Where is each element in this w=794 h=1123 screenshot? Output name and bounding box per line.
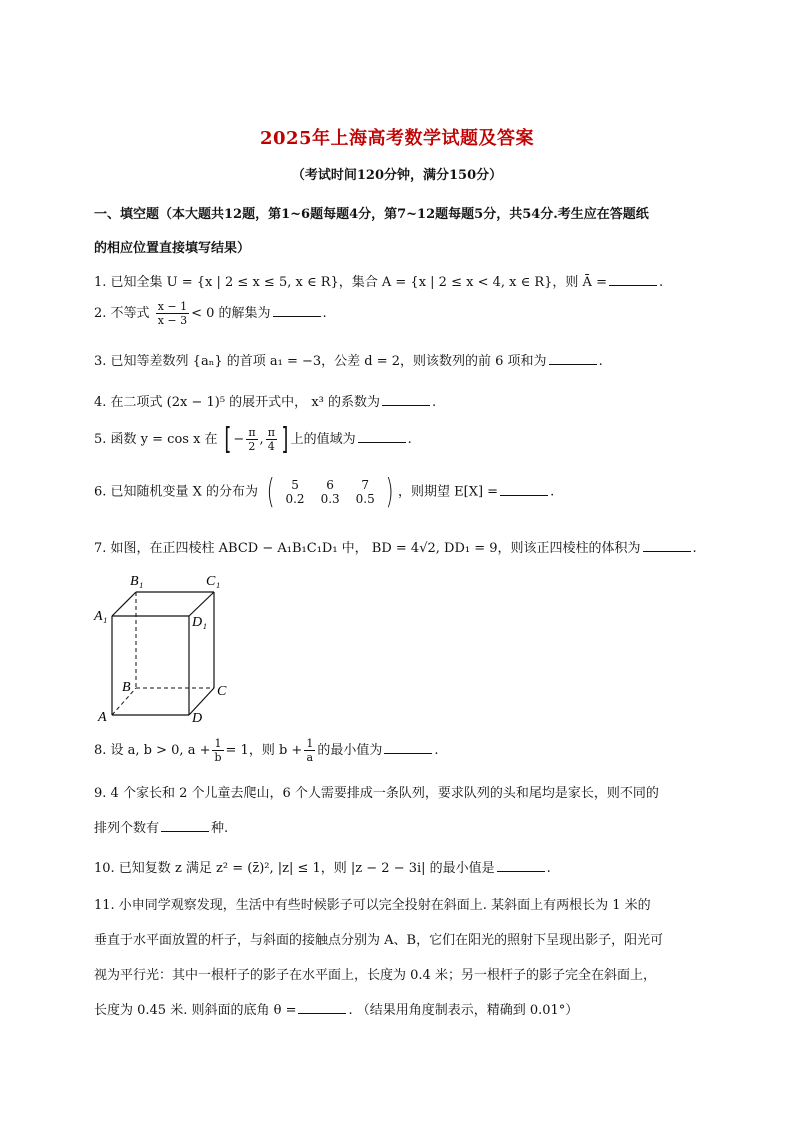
- question-9: [94, 782, 706, 801]
- question-3: 3. 已知等差数列 {aₙ} 的首项 a₁ = −3，公差 d = 2，则该数列的前 6 项和为 .: [94, 354, 603, 369]
- question-11-line2: 垂直于水平面放置的杆子，与斜面的接触点分别为 A、B，它们在阳光的照射下呈现出影子，阳光可: [94, 933, 664, 948]
- question-7: 7. 如图，在正四棱柱 ABCD − A₁B₁C₁D₁ 中， BD = 4√2, DD₁ = 9，则该正四棱柱的体积为 .: [94, 541, 697, 556]
- label-c1: C₁: [206, 574, 221, 589]
- question-9-line2: 排列个数有 种.: [94, 821, 229, 836]
- section-heading-line1: 一、填空题（本大题共12题，第1~6题每题4分，第7~12题每题5分，共54分.考生应在答题纸: [94, 207, 649, 222]
- question-2: 2. 不等式 $\frac{x - 1}{x - 3}$ < 0 的解集为 .: [94, 300, 327, 327]
- answer-blank: [273, 304, 321, 317]
- question-4: 4. 在二项式 (2x − 1)⁵ 的展开式中， x³ 的系数为 .: [94, 395, 437, 410]
- question-6-text: 6. 已知随机变量 X 的分布为: [94, 484, 259, 500]
- question-11-text: 11. 小申同学观察发现，生活中有些时候影子可以完全投射在斜面上. 某斜面上有两根长为 1 米的: [94, 898, 651, 913]
- question-11: [94, 894, 706, 913]
- question-10-text: 10. 已知复数 z 满足 z² = (z̄)², |z| ≤ 1，则 |z − 2 − 3i| 的最小值是: [94, 861, 495, 876]
- distribution-matrix: ( 5 6 7 0.2 0.3 0.5 ): [266, 472, 394, 512]
- answer-blank: [643, 539, 691, 552]
- label-d1: D₁: [192, 615, 207, 630]
- question-11-line4: 长度为 0.45 米. 则斜面的底角 θ = . （结果用角度制表示，精确到 0.01°）: [94, 1003, 579, 1018]
- fraction: $\frac{1}{a}$: [306, 737, 314, 764]
- question-2-text: 2. 不等式: [94, 306, 150, 321]
- answer-blank: [298, 1001, 346, 1014]
- question-8: 8. 设 a, b > 0, a + $\frac{1}{b}$ = 1，则 b + $\frac{1}{a}$ 的最小值为 .: [94, 737, 439, 764]
- exam-subtitle: （考试时间120分钟，满分150分）: [291, 168, 503, 183]
- question-3-text: 3. 已知等差数列 {aₙ} 的首项 a₁ = −3，公差 d = 2，则该数列的前 6 项和为: [94, 354, 547, 369]
- question-10: 10. 已知复数 z 满足 z² = (z̄)², |z| ≤ 1，则 |z − 2 − 3i| 的最小值是 .: [94, 861, 551, 876]
- question-5: 5. 函数 y = cos x 在 [ − $\frac{\pi}{2}$ , $\frac{\pi}{4}$ ] 上的值域为 .: [94, 422, 412, 457]
- question-1-text: 1. 已知全集 U = {x | 2 ≤ x ≤ 5, x ∈ R}，集合 A = {x | 2 ≤ x < 4, x ∈ R}，则 Ā =: [94, 275, 607, 290]
- question-4-text: 4. 在二项式 (2x − 1)⁵ 的展开式中， x³ 的系数为: [94, 395, 380, 410]
- answer-blank: [609, 273, 657, 286]
- fraction: $\frac{\pi}{4}$: [267, 426, 275, 453]
- label-d: D: [192, 711, 203, 726]
- label-b: B: [122, 680, 131, 695]
- section-heading-line2: 的相应位置直接填写结果）: [94, 241, 251, 256]
- answer-blank: [384, 741, 432, 754]
- question-8-text: 8. 设 a, b > 0, a +: [94, 743, 211, 758]
- answer-blank: [358, 430, 406, 443]
- prism-figure: [92, 570, 242, 730]
- question-9-text: 9. 4 个家长和 2 个儿童去爬山，6 个人需要排成一条队列，要求队列的头和尾均是家长，则不同的: [94, 786, 659, 801]
- answer-blank: [549, 352, 597, 365]
- fraction: $\frac{1}{b}$: [214, 737, 222, 764]
- question-11-line3: 视为平行光：其中一根杆子的影子在水平面上，长度为 0.4 米；另一根杆子的影子完全在斜面上，: [94, 968, 656, 983]
- question-5-text: 5. 函数 y = cos x 在: [94, 432, 218, 447]
- answer-blank: [382, 393, 430, 406]
- question-7-text: 7. 如图，在正四棱柱 ABCD − A₁B₁C₁D₁ 中， BD = 4√2, DD₁ = 9，则该正四棱柱的体积为: [94, 541, 641, 556]
- fraction: $\frac{x - 1}{x - 3}$: [157, 300, 188, 327]
- label-a: A: [98, 710, 107, 725]
- answer-blank: [497, 859, 545, 872]
- label-b1: B₁: [130, 574, 144, 589]
- question-6: 6. 已知随机变量 X 的分布为 ( 5 6 7 0.2 0.3 0.5 ) ，则期望 E[X] = .: [94, 472, 555, 512]
- answer-blank: [500, 483, 548, 496]
- answer-blank: [161, 819, 209, 832]
- label-a1: A₁: [94, 609, 108, 624]
- fraction: $\frac{\pi}{2}$: [248, 426, 256, 453]
- label-c: C: [217, 684, 227, 699]
- page-title: 2025年上海高考数学试题及答案: [259, 128, 535, 149]
- question-1: 1. 已知全集 U = {x | 2 ≤ x ≤ 5, x ∈ R}，集合 A = {x | 2 ≤ x < 4, x ∈ R}，则 Ā = .: [94, 275, 664, 290]
